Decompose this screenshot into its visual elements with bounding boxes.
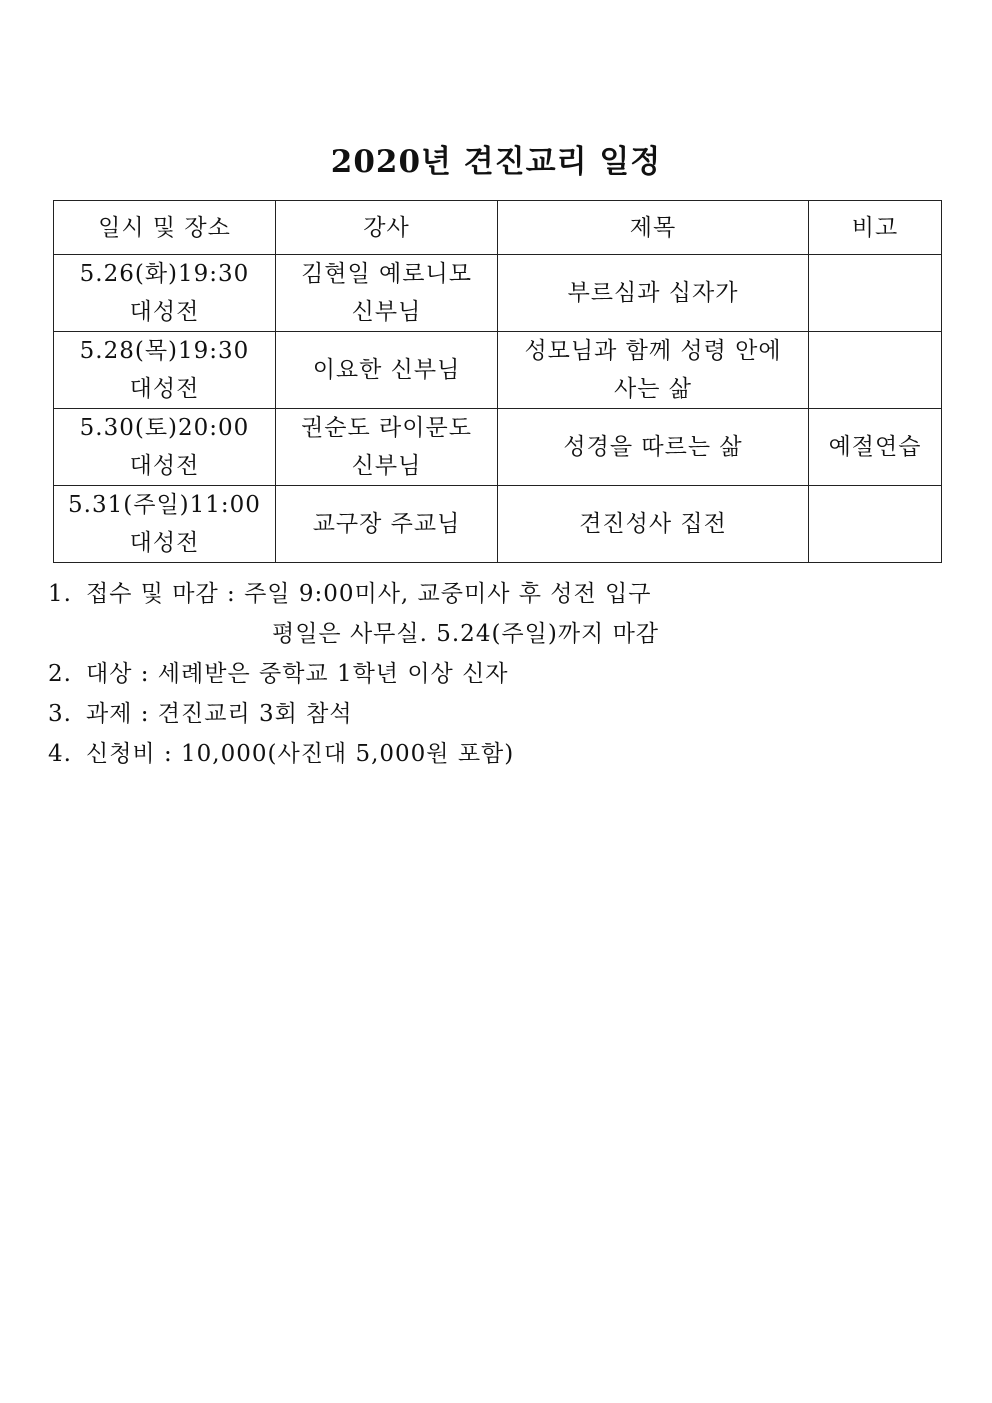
cell-lecturer-line1: 교구장 주교님	[312, 511, 461, 537]
notes-list	[48, 574, 948, 774]
cell-place: 대성전	[129, 453, 200, 479]
note-text: 대상 : 세례받은 중학교 1학년 이상 신자	[86, 661, 509, 687]
cell-lecturer	[276, 332, 498, 409]
cell-place: 대성전	[129, 299, 200, 325]
list-item	[48, 734, 948, 774]
table-row	[54, 332, 942, 409]
header-note: 비고	[809, 201, 942, 255]
header-subject: 제목	[498, 201, 809, 255]
cell-place: 대성전	[129, 530, 200, 556]
note-text: 신청비 : 10,000(사진대 5,000원 포함)	[86, 741, 515, 767]
note-number: 1.	[48, 581, 72, 607]
list-item	[48, 574, 948, 614]
cell-subject-line1: 성경을 따르는 삶	[563, 434, 743, 460]
cell-lecturer	[276, 409, 498, 486]
cell-subject	[498, 255, 809, 332]
cell-datetime: 5.26(화)19:30	[79, 261, 250, 287]
table-row	[54, 486, 942, 563]
schedule-table	[53, 200, 942, 563]
cell-lecturer-line1: 김현일 예로니모	[301, 261, 472, 287]
cell-subject-line2: 사는 삶	[614, 376, 692, 402]
cell-subject-line1: 부르심과 십자가	[567, 280, 739, 306]
table-row	[54, 255, 942, 332]
note-number: 2.	[48, 661, 72, 687]
cell-datetime: 5.31(주일)11:00	[68, 492, 261, 518]
cell-subject	[498, 332, 809, 409]
cell-lecturer-line1: 이요한 신부님	[312, 357, 461, 383]
header-lecturer: 강사	[276, 201, 498, 255]
cell-lecturer	[276, 255, 498, 332]
table-header-row	[54, 201, 942, 255]
cell-place: 대성전	[129, 376, 200, 402]
cell-datetime-place	[54, 486, 276, 563]
list-item	[48, 654, 948, 694]
cell-datetime-place	[54, 332, 276, 409]
note-number: 4.	[48, 741, 72, 767]
cell-subject	[498, 486, 809, 563]
note-text: 접수 및 마감 : 주일 9:00미사, 교중미사 후 성전 입구	[86, 581, 652, 607]
cell-note	[809, 332, 942, 409]
cell-datetime: 5.30(토)20:00	[79, 415, 250, 441]
cell-lecturer-line2: 신부님	[351, 453, 422, 479]
cell-note: 예절연습	[809, 409, 942, 486]
cell-lecturer-line2: 신부님	[351, 299, 422, 325]
cell-subject-line1: 견진성사 집전	[579, 511, 727, 537]
note-text: 과제 : 견진교리 3회 참석	[86, 701, 353, 727]
header-datetime-place: 일시 및 장소	[54, 201, 276, 255]
cell-subject	[498, 409, 809, 486]
table-row	[54, 409, 942, 486]
cell-note	[809, 255, 942, 332]
note-continuation: 평일은 사무실. 5.24(주일)까지 마감	[272, 621, 660, 647]
note-number: 3.	[48, 701, 72, 727]
page-title: 2020년 견진교리 일정	[330, 144, 662, 180]
cell-datetime: 5.28(목)19:30	[79, 338, 250, 364]
cell-lecturer	[276, 486, 498, 563]
cell-note	[809, 486, 942, 563]
list-item	[48, 694, 948, 734]
cell-subject-line1: 성모님과 함께 성령 안에	[524, 338, 782, 364]
cell-lecturer-line1: 권순도 라이문도	[301, 415, 472, 441]
cell-datetime-place	[54, 409, 276, 486]
cell-datetime-place	[54, 255, 276, 332]
